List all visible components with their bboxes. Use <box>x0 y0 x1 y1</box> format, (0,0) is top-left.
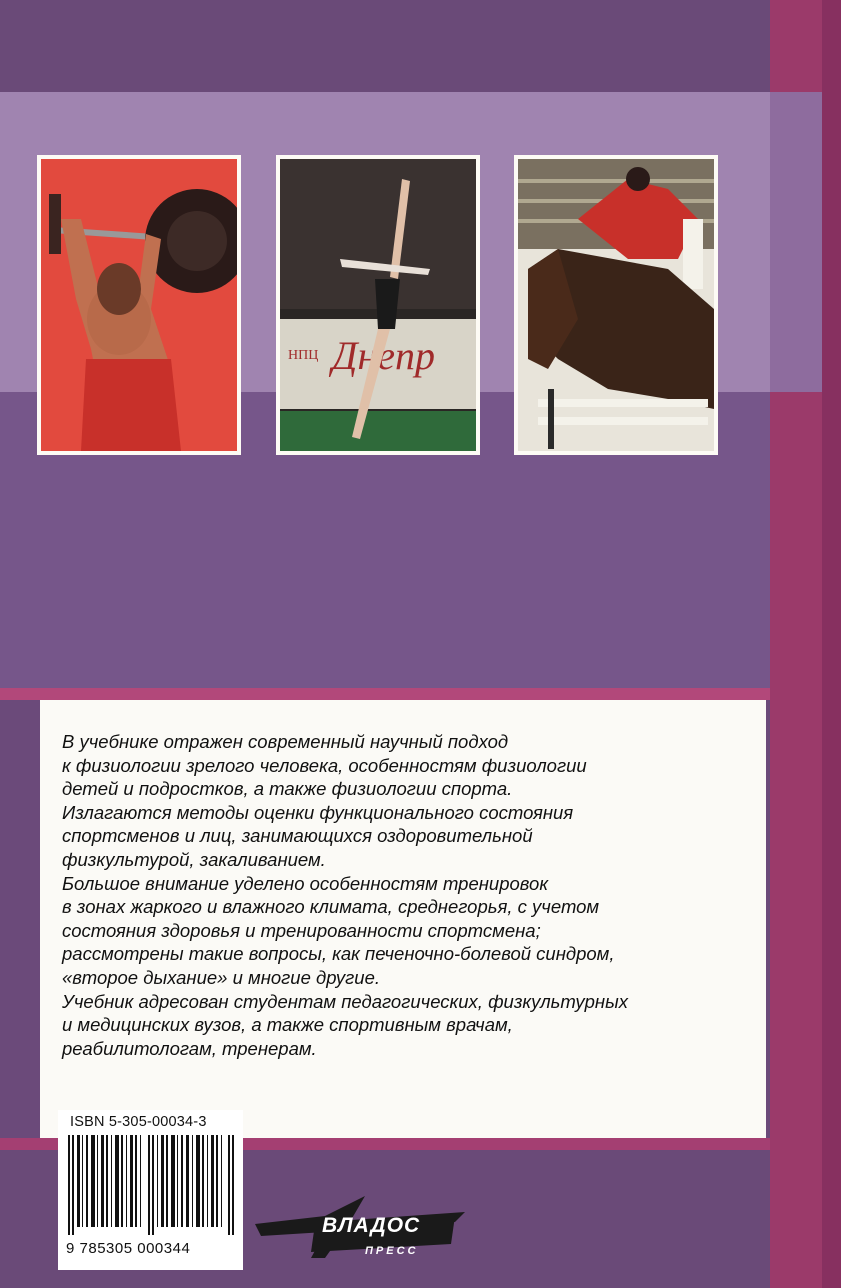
spine-light-section <box>770 92 822 392</box>
blurb-line: реабилитологам, тренерам. <box>62 1037 317 1059</box>
blurb-line: детей и подростков, а также физиологии спорта. <box>62 778 513 800</box>
svg-text:Днепр: Днепр <box>332 333 436 378</box>
barcode-icon <box>68 1135 236 1235</box>
top-band <box>0 0 770 92</box>
publisher-name: ВЛАДОС <box>322 1214 421 1237</box>
blurb-line: Большое внимание уделено особенностям тренировок <box>62 872 549 894</box>
blurb-line: к физиологии зрелого человека, особенностям физиологии <box>62 754 587 776</box>
blurb-line: Излагаются методы оценки функционального состояния <box>62 801 574 823</box>
blurb-line: Учебник адресован студентам педагогических, физкультурных <box>62 990 628 1012</box>
publisher-sub: ПРЕСС <box>365 1245 419 1257</box>
pink-stripe <box>0 688 770 700</box>
blurb-line: в зонах жаркого и влажного климата, среднегорья, с учетом <box>62 896 600 918</box>
blurb-line: «второе дыхание» и многие другие. <box>62 966 381 988</box>
isbn-text: ISBN 5-305-00034-3 <box>70 1114 207 1130</box>
annotation-text <box>62 730 752 1060</box>
svg-text:НПЦ: НПЦ <box>288 348 319 363</box>
blurb-line: спортсменов и лиц, занимающихся оздоровительной <box>62 825 533 847</box>
barcode-number: 9 785305 000344 <box>66 1240 191 1257</box>
blurb-line: физкультурой, закаливанием. <box>62 848 326 870</box>
spine-edge <box>822 0 841 1288</box>
blurb-line: и медицинских вузов, а также спортивным врачам, <box>62 1014 513 1036</box>
equestrian-photo <box>514 155 718 455</box>
gymnast-photo <box>276 155 480 455</box>
blurb-line: рассмотрены такие вопросы, как печеночно-болевой синдром, <box>62 943 615 965</box>
blurb-line: В учебнике отражен современный научный подход <box>62 731 509 752</box>
blurb-line: состояния здоровья и тренированности спортсмена; <box>62 919 541 941</box>
weightlifter-photo <box>37 155 241 455</box>
